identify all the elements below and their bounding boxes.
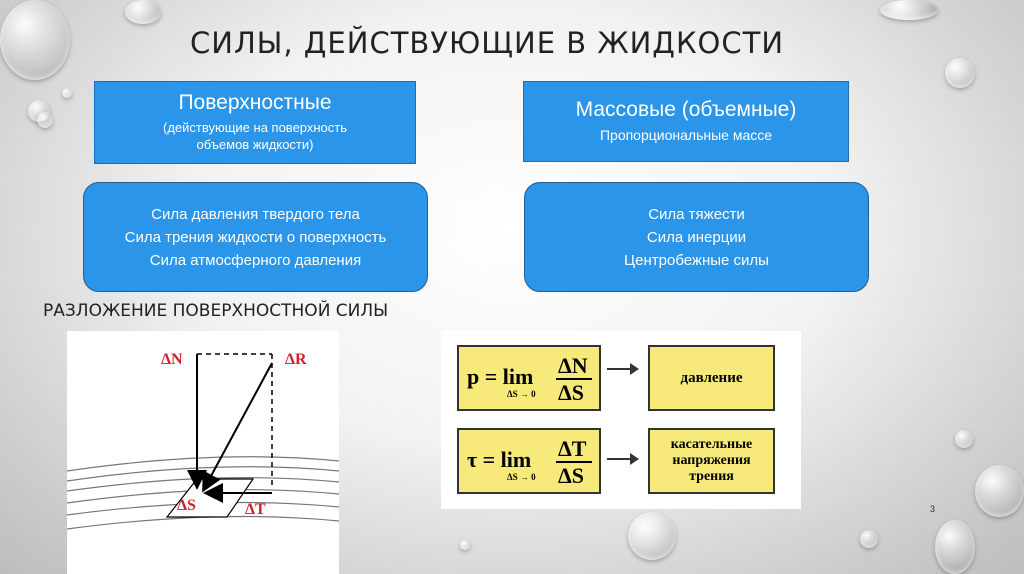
label-dN: ΔN [161,351,183,368]
slide-title: СИЛЫ, ДЕЙСТВУЮЩИЕ В ЖИДКОСТИ [190,26,785,60]
water-drop-decoration [460,540,470,550]
formula-limit-subscript: ΔS → 0 [507,472,536,482]
formula-numerator: ΔN [558,353,588,378]
formula-lhs: τ = lim [467,447,532,472]
arrow-right-icon-head [630,453,639,465]
mass-forces-note: Пропорциональные массе [599,127,773,143]
label-dR: ΔR [285,351,307,368]
formula-denominator: ΔS [558,380,585,405]
label-dS: ΔS [177,497,196,514]
formula-lhs: p = lim [467,364,534,389]
water-drop-decoration [37,112,53,128]
water-drop-decoration [0,0,70,80]
water-drop-decoration [125,0,161,24]
page-number: 3 [930,504,936,514]
list-item: Сила атмосферного давления [149,251,362,269]
mass-forces-list [524,182,869,292]
water-drop-decoration [860,530,878,548]
result-label: давление [680,369,743,386]
mass-forces-header [523,81,849,162]
water-drop-decoration [880,0,938,20]
label-dT: ΔT [245,501,266,518]
water-drop-decoration [955,430,973,448]
list-item: Сила трения жидкости о поверхность [124,228,387,246]
force-decomposition-diagram [67,331,339,574]
formula-limit-subscript: ΔS → 0 [507,389,536,399]
surface-forces-header [94,81,416,164]
mass-forces-heading: Массовые (объемные) [575,98,797,121]
list-item: Центробежные силы [624,251,769,269]
water-drop-decoration [975,465,1024,517]
list-item: Сила давления твердого тела [151,205,360,223]
water-drop-decoration [945,58,975,88]
surface-forces-note: (действующие на поверхность объемов жидкости) [162,120,348,152]
decomposition-title: РАЗЛОЖЕНИЕ ПОВЕРХНОСТНОЙ СИЛЫ [43,301,389,321]
list-item: Сила тяжести [648,205,745,223]
shear-result [648,428,775,494]
surface-forces-list [83,182,428,292]
water-drop-decoration [935,520,975,574]
pressure-result [648,345,775,411]
list-item: Сила инерции [646,228,747,246]
resultant-force-arrow [204,363,272,489]
water-drop-decoration [62,88,72,98]
surface-forces-heading: Поверхностные [178,91,332,114]
diagram-svg [67,331,339,574]
result-label: касательные напряжения трения [670,437,753,484]
arrow-right-icon-head [630,363,639,375]
formula-numerator: ΔT [558,436,587,461]
pressure-formula [457,345,601,411]
formulas-panel [441,331,801,509]
formula-denominator: ΔS [558,463,585,488]
water-drop-decoration [628,512,676,560]
shear-formula [457,428,601,494]
